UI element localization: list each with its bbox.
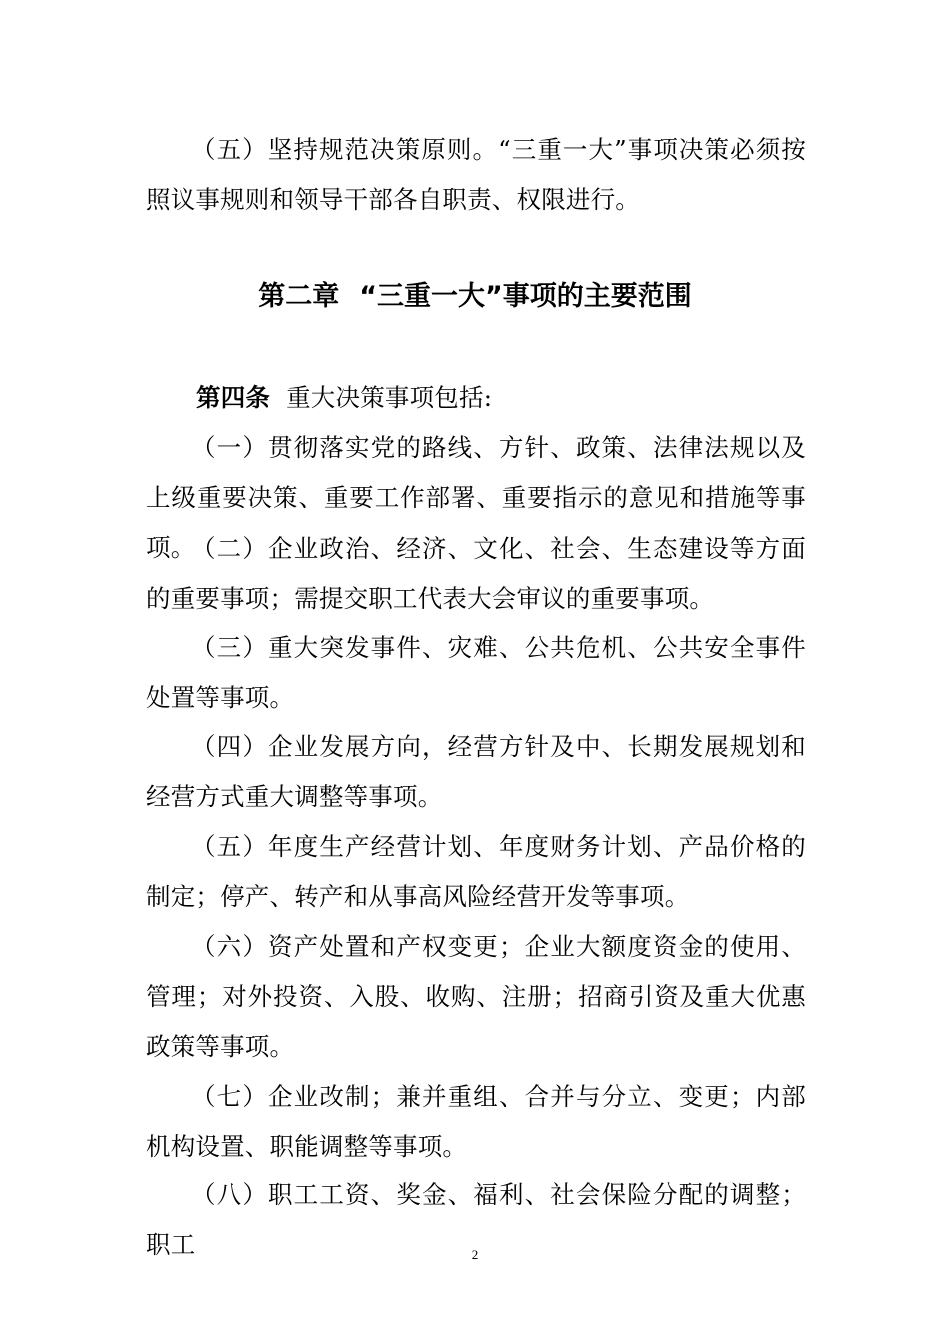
list-item-7: （七）企业改制；兼并重组、合并与分立、变更；内部机构设置、职能调整等事项。	[146, 1082, 806, 1161]
list-item-5: （五）年度生产经营计划、年度财务计划、产品价格的制定；停产、转产和从事高风险经营开发等事项。	[146, 832, 806, 911]
list-item-4: （四）企业发展方向，经营方针及中、长期发展规划和经营方式重大调整等事项。	[146, 732, 806, 811]
article-intro: 重大决策事项包括:	[286, 383, 493, 412]
list-item-2: （二）企业政治、经济、文化、社会、生态建设等方面的重要事项；需提交职工代表大会审议的重要事项。	[146, 534, 806, 613]
list-item-3: （三）重大突发事件、灾难、公共危机、公共安全事件处置等事项。	[146, 633, 806, 712]
chapter-label: 第二章	[258, 281, 340, 312]
list-item-1: （一）贯彻落实党的路线、方针、政策、法律法规以及上级重要决策、重要工作部署、重要指示的意见和措施等事项。	[146, 433, 806, 562]
chapter-title: “三重一大”事项的主要范围	[359, 281, 692, 312]
list-item-8: （八）职工工资、奖金、福利、社会保险分配的调整；职工	[146, 1180, 806, 1259]
article-four	[146, 373, 806, 423]
page-number: 2	[471, 1247, 479, 1262]
article-label: 第四条	[196, 383, 271, 412]
principle-paragraph: （五）坚持规范决策原则。“三重一大”事项决策必须按照议事规则和领导干部各自职责、权限进行。	[146, 135, 806, 214]
chapter-heading	[0, 272, 950, 322]
list-item-6: （六）资产处置和产权变更；企业大额度资金的使用、管理；对外投资、入股、收购、注册；招商引资及重大优惠政策等事项。	[146, 932, 806, 1061]
